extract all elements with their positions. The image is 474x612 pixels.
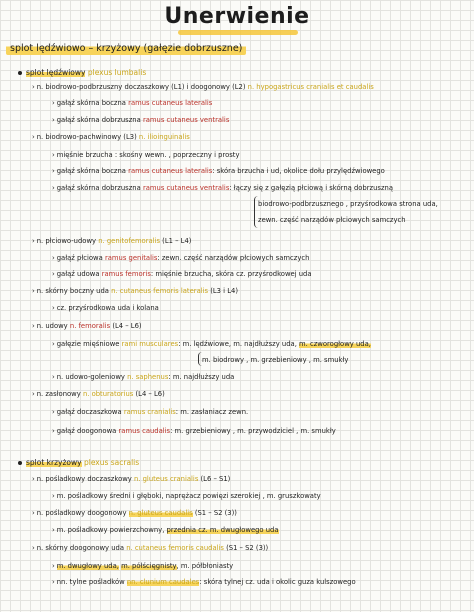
note-line: › m. pośladkowy średni i głęboki, naprężacz powięzi szerokiej , m. gruszkowaty: [52, 492, 321, 500]
chevron-right-icon: ›: [52, 427, 55, 435]
chevron-right-icon: ›: [52, 578, 55, 586]
note-line: › n. skórny doogonowy uda n. cutaneus femoris caudalis (S1 – S2 (3)): [32, 544, 269, 552]
note-line: › gałęzie mięśniowe rami musculares: m. lędźwiowe, m. najdłuższy uda, m. czworogłowy uda,: [52, 340, 371, 348]
note-line: › gałąź skórna dobrzuszna ramus cutaneus ventralis: [52, 116, 230, 124]
note-line: › m. pośladkowy powierzchowny, przednia cz. m. dwugłowego uda: [52, 526, 279, 534]
note-line: › gałąź doogonowa ramus caudalis: m. grzebieniowy , m. przywodziciel , m. smukły: [52, 427, 336, 435]
brace: [254, 196, 259, 228]
note-line: › gałąź skórna dobrzuszna ramus cutaneus ventralis: łączy się z gałęzią płciową i skórną dobrzuszną: [52, 184, 393, 192]
note-line: › m. dwugłowy uda, m. półścięgnisty, m. półbłoniasty: [52, 562, 234, 570]
note-line: › n. udowo-goleniowy n. saphenus: m. najdłuższy uda: [52, 373, 235, 381]
chevron-right-icon: ›: [52, 254, 55, 262]
chevron-right-icon: ›: [32, 475, 35, 483]
note-line: › gałąź skórna boczna ramus cutaneus lateralis: skóra brzucha i ud, okolice dołu przylędźwiowego: [52, 167, 385, 175]
chevron-right-icon: ›: [52, 99, 55, 107]
note-line: › n. pośladkowy doogonowy n. gluteus caudalis (S1 – S2 (3)): [32, 509, 237, 517]
chevron-right-icon: ›: [52, 151, 55, 159]
page-title: Unerwienie: [164, 4, 310, 29]
note-line: › cz. przyśrodkowa uda i kolana: [52, 304, 159, 312]
brace: [198, 352, 203, 366]
bullet-icon: [18, 461, 22, 465]
note-line: › gałąź skórna boczna ramus cutaneus lateralis: [52, 99, 213, 107]
note-line: › nn. tylne pośladków nn. clunium caudales: skóra tylnej cz. uda i okolic guza kulszowego: [52, 578, 356, 586]
chevron-right-icon: ›: [32, 133, 35, 141]
note-line: › n. płciowo-udowy n. genitofemoralis (L1 – L4): [32, 237, 192, 245]
chevron-right-icon: ›: [52, 526, 55, 534]
section-heading: splot lędźwiowo – krzyżowy (gałęzie dobrzuszne): [6, 42, 246, 55]
note-line: › gałąź doczaszkowa ramus cranialis: m. zasłaniacz zewn.: [52, 408, 249, 416]
title-underline: [178, 30, 298, 35]
note-line: › mięśnie brzucha : skośny wewn. , poprzeczny i prosty: [52, 151, 240, 159]
note-line: › n. skórny boczny uda n. cutaneus femoris lateralis (L3 i L4): [32, 287, 238, 295]
note-line: › n. biodrowo-pachwinowy (L3) n. ilioinguinalis: [32, 133, 190, 141]
note-line: m. biodrowy , m. grzebieniowy , m. smukły: [202, 356, 349, 364]
chevron-right-icon: ›: [52, 167, 55, 175]
sacral-plexus-latin: plexus sacralis: [83, 458, 140, 467]
note-line: › gałąź płciowa ramus genitalis: zewn. część narządów płciowych samczych: [52, 254, 310, 262]
chevron-right-icon: ›: [32, 83, 35, 91]
chevron-right-icon: ›: [52, 492, 55, 500]
chevron-right-icon: ›: [32, 322, 35, 330]
chevron-right-icon: ›: [52, 340, 55, 348]
lumbar-plexus-label: splot lędźwiowy: [26, 68, 86, 77]
chevron-right-icon: ›: [32, 390, 35, 398]
lumbar-plexus-latin: plexus lumbalis: [87, 68, 147, 77]
chevron-right-icon: ›: [52, 304, 55, 312]
chevron-right-icon: ›: [52, 408, 55, 416]
chevron-right-icon: ›: [52, 270, 55, 278]
note-line: biodrowo-podbrzusznego , przyśrodkowa strona uda,: [258, 200, 438, 208]
note-line: › n. zasłonowy n. obturatorius (L4 – L6): [32, 390, 165, 398]
note-line: › n. pośladkowy doczaszkowy n. gluteus cranialis (L6 – S1): [32, 475, 231, 483]
note-line: › n. biodrowo-podbrzuszny doczaszkowy (L1) i doogonowy (L2) n. hypogastricus cranialis et caudalis: [32, 83, 374, 91]
chevron-right-icon: ›: [52, 116, 55, 124]
bullet-icon: [18, 71, 22, 75]
chevron-right-icon: ›: [32, 544, 35, 552]
sacral-plexus-label: splot krzyżowy: [26, 458, 82, 467]
sacral-plexus-line: [18, 458, 139, 467]
chevron-right-icon: ›: [52, 562, 55, 570]
chevron-right-icon: ›: [52, 373, 55, 381]
note-line: › gałąź udowa ramus femoris: mięśnie brzucha, skóra cz. przyśrodkowej uda: [52, 270, 312, 278]
chevron-right-icon: ›: [32, 237, 35, 245]
chevron-right-icon: ›: [32, 509, 35, 517]
note-line: zewn. część narządów płciowych samczych: [258, 216, 406, 224]
lumbar-plexus-line: [18, 68, 146, 77]
note-line: › n. udowy n. femoralis (L4 – L6): [32, 322, 142, 330]
chevron-right-icon: ›: [32, 287, 35, 295]
chevron-right-icon: ›: [52, 184, 55, 192]
